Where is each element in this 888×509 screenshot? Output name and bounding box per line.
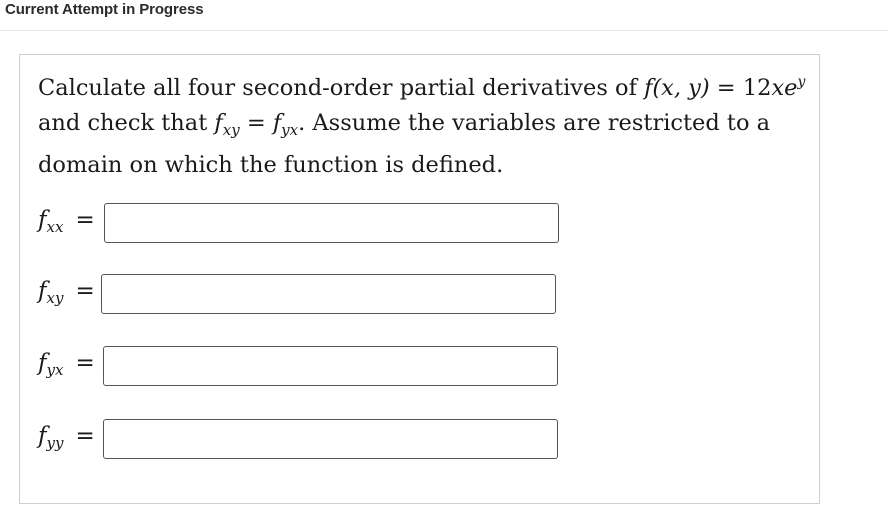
answer-input-fyy[interactable]: [103, 419, 558, 459]
answer-label-fxx: $f_{xx}$ =: [38, 207, 95, 236]
answer-label-fxy: $f_{xy}$ =: [38, 278, 95, 307]
page-title: Current Attempt in Progress: [5, 1, 204, 18]
answer-input-fxx[interactable]: [104, 203, 559, 243]
question-line-1: Calculate all four second-order partial derivatives of f(x, $y) = 12xe^y$: [38, 74, 806, 101]
question-line-3: domain on which the function is defined.: [38, 152, 504, 178]
question-line-2: and check that $f_{xy} = f_{yx}$. Assume the variables are restricted to a: [38, 110, 771, 139]
question-panel: [19, 54, 820, 504]
answer-row-fyx: [20, 346, 580, 388]
answer-input-fyx[interactable]: [103, 346, 558, 386]
answer-row-fyy: [20, 419, 580, 461]
answer-label-fyy: $f_{yy}$ =: [38, 423, 95, 452]
page-header: [0, 0, 888, 31]
answer-input-fxy[interactable]: [101, 274, 556, 314]
answer-row-fxx: [20, 203, 580, 245]
answer-label-fyx: $f_{yx}$ =: [38, 350, 95, 379]
question-text: [38, 65, 808, 183]
answer-row-fxy: [20, 274, 580, 316]
